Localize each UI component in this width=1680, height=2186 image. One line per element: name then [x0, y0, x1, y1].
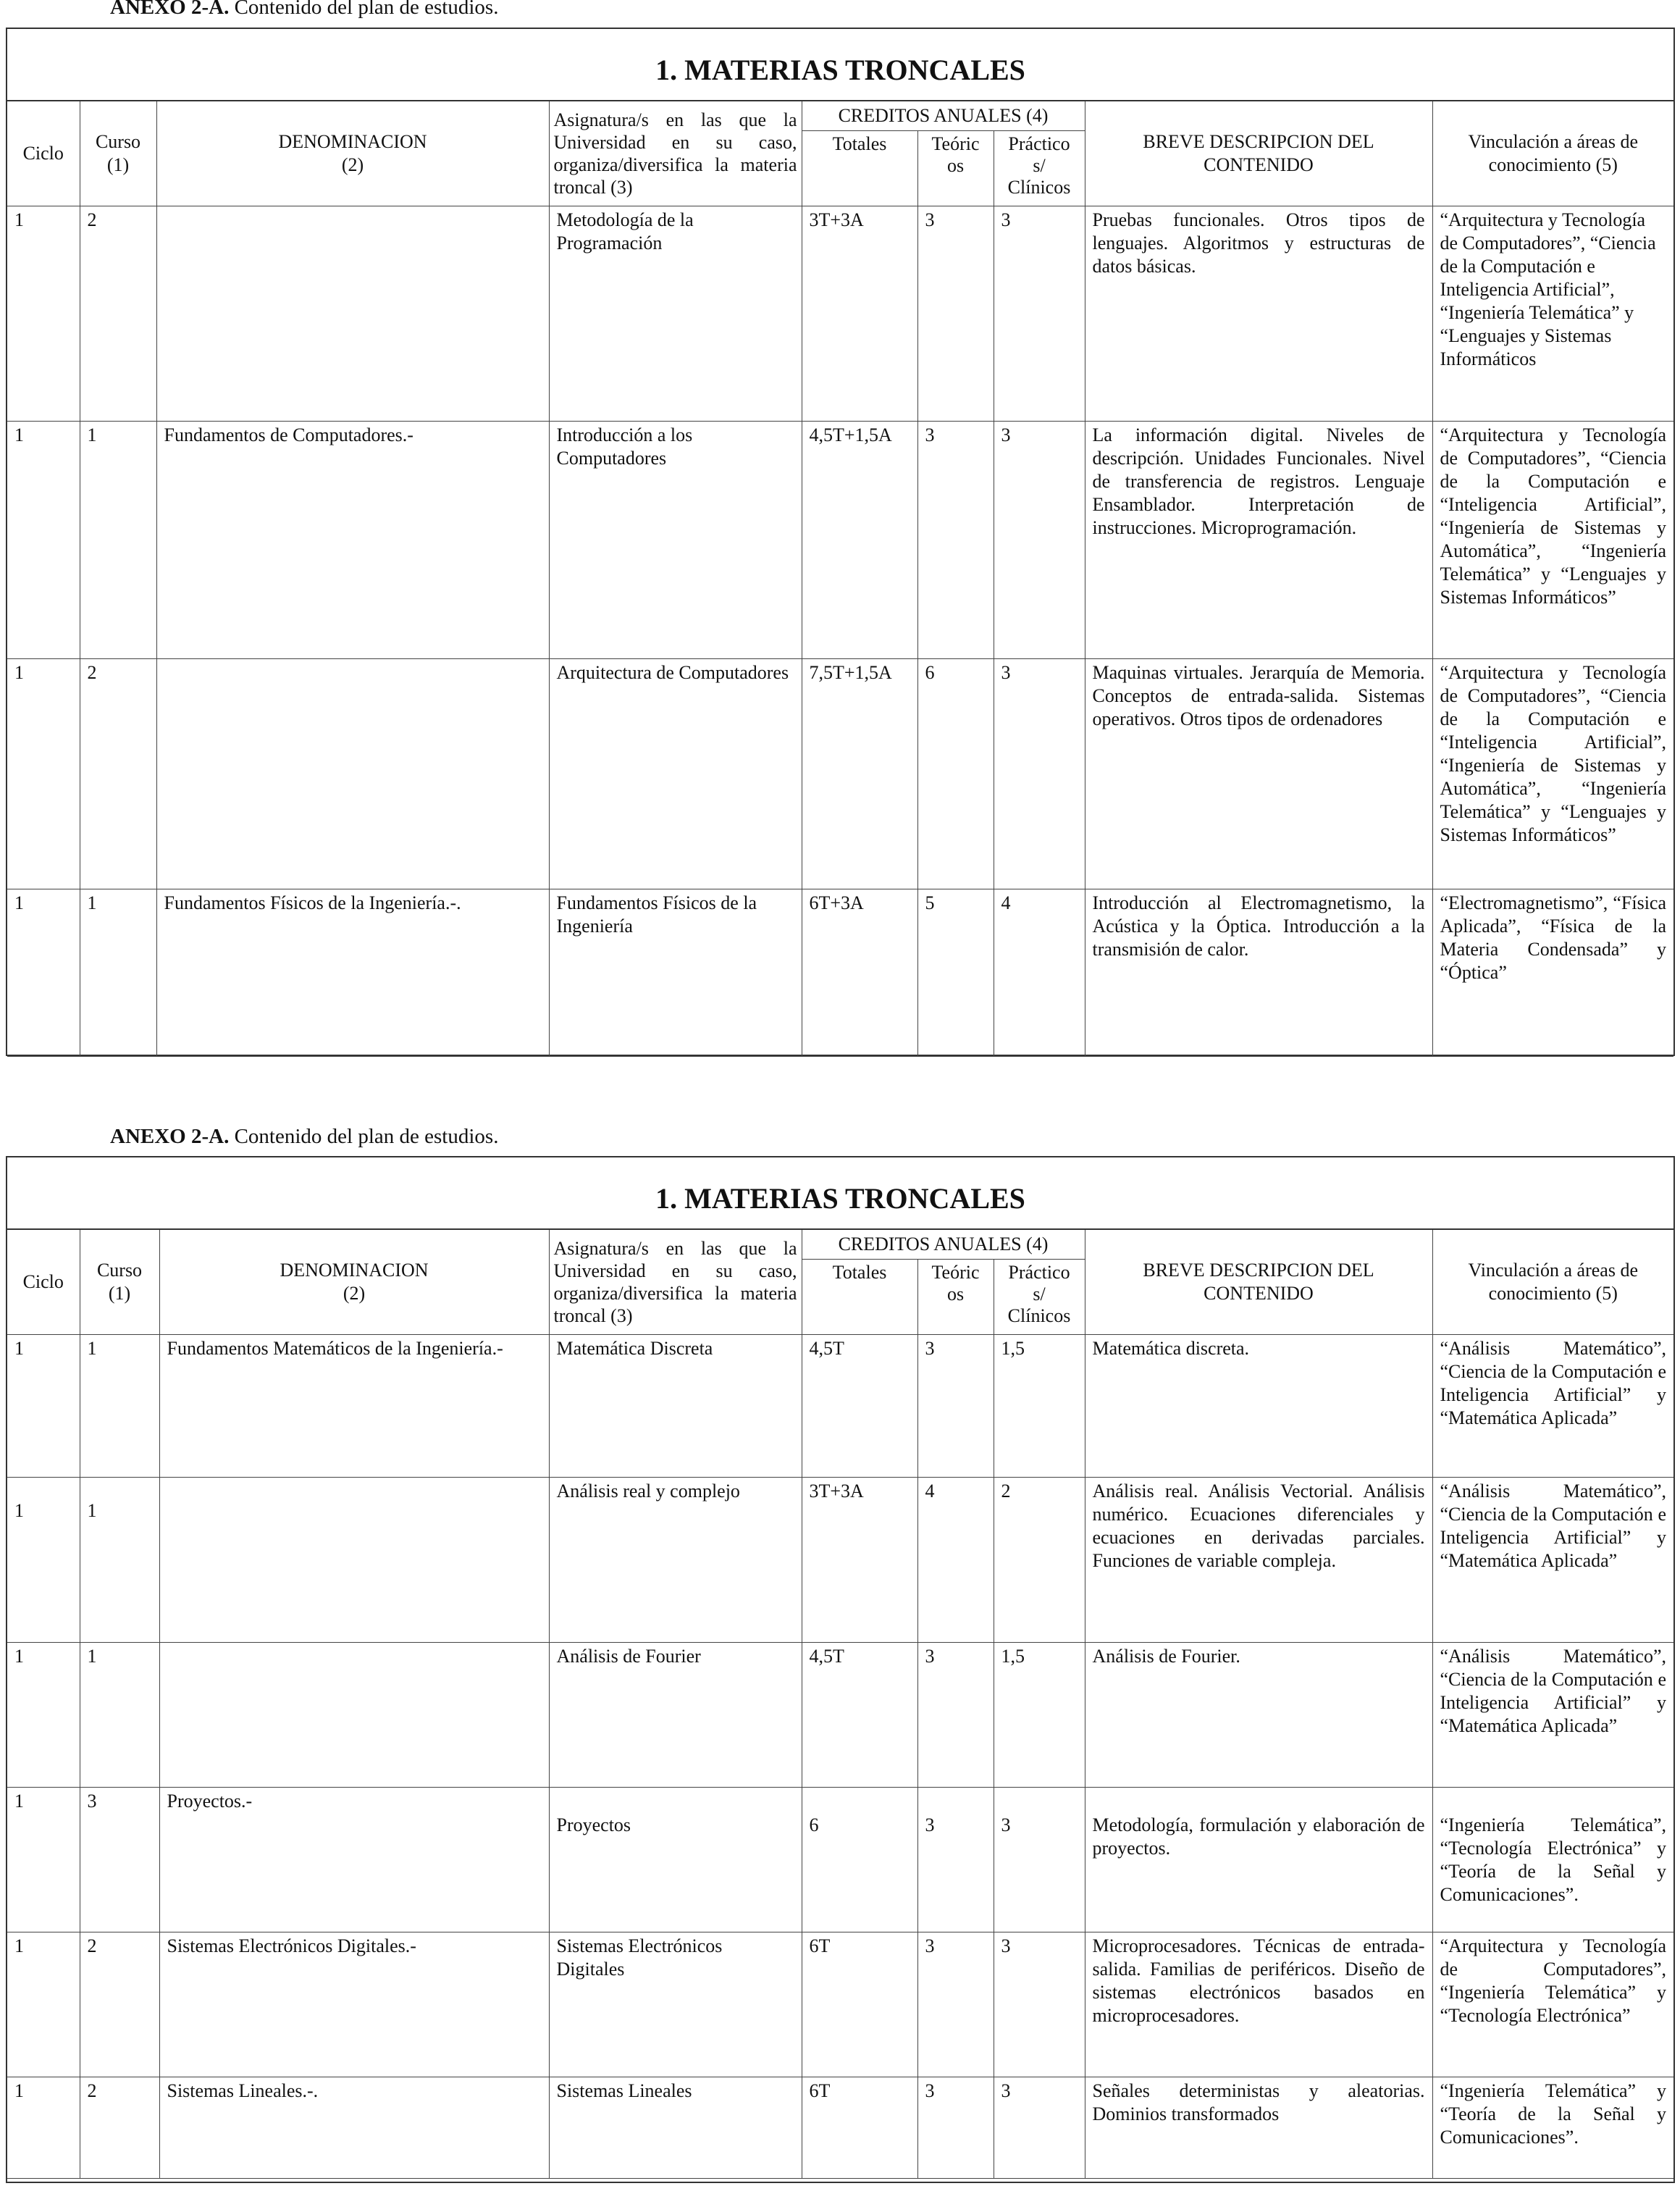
- table-row: [7, 421, 1673, 658]
- cell-vinculacion: “Arquitectura y Tecnología de Computadores”, “Ciencia de la Computación e Inteligencia Artificial”, “Ingeniería Telemática” y “Lenguajes y Sistemas Informáticos: [1432, 206, 1673, 421]
- cell-curso: 2: [80, 658, 156, 889]
- table-row: [7, 1477, 1673, 1642]
- cell-denominacion: [156, 658, 549, 889]
- cell-practicos: 1,5: [994, 1642, 1085, 1787]
- cell-teoricos: 5: [917, 889, 994, 1056]
- cell-teoricos: 4: [917, 1477, 994, 1642]
- cell-practicos: 3: [994, 2077, 1085, 2178]
- header-vinculacion: Vinculación a áreas de conocimiento (5): [1432, 101, 1673, 206]
- cell-totales: 7,5T+1,5A: [802, 658, 917, 889]
- cell-ciclo: 1: [7, 206, 80, 421]
- cell-asignatura: Sistemas Lineales: [549, 2077, 802, 2178]
- troncales-table-block-2: [6, 1156, 1675, 2183]
- annex-label: ANEXO 2-A.: [110, 0, 230, 19]
- cell-totales: 4,5T: [802, 1642, 917, 1787]
- cell-asignatura: Matemática Discreta: [549, 1334, 802, 1477]
- cell-vinculacion: “Arquitectura y Tecnología de Computadores”, “Ciencia de la Computación e “Inteligencia Artificial”, “Ingeniería de Sistemas y Automática”, “Ingeniería Telemática” y “Lenguajes y Sistemas Informáticos”: [1432, 421, 1673, 658]
- cell-denominacion: [156, 206, 549, 421]
- cell-ciclo: 1: [7, 1334, 80, 1477]
- cell-descripcion: Maquinas virtuales. Jerarquía de Memoria. Conceptos de entrada-salida. Sistemas operativos. Otros tipos de ordenadores: [1085, 658, 1432, 889]
- header-practicos: Práctico s/ Clínicos: [994, 130, 1085, 206]
- cell-vinculacion: “Análisis Matemático”, “Ciencia de la Computación e Inteligencia Artificial” y “Matemática Aplicada”: [1432, 1477, 1673, 1642]
- header-teoricos: Teóric os: [917, 1259, 994, 1334]
- cell-asignatura: Arquitectura de Computadores: [549, 658, 802, 889]
- header-teoricos: Teóric os: [917, 130, 994, 206]
- table-row: [7, 1642, 1673, 1787]
- cell-denominacion: Fundamentos Físicos de la Ingeniería.-.: [156, 889, 549, 1056]
- troncales-table: [7, 1230, 1673, 2179]
- header-totales: Totales: [802, 130, 917, 206]
- cell-descripcion: La información digital. Niveles de descripción. Unidades Funcionales. Nivel de transferencia de registros. Lenguaje Ensamblador. Interpretación de instrucciones. Microprogramación.: [1085, 421, 1432, 658]
- cell-ciclo: 1: [7, 658, 80, 889]
- cell-curso: 3: [80, 1787, 159, 1932]
- cell-descripcion: Microprocesadores. Técnicas de entrada-salida. Familias de periféricos. Diseño de sistemas electrónicos basados en microprocesadores.: [1085, 1932, 1432, 2077]
- cell-totales: 4,5T: [802, 1334, 917, 1477]
- cell-descripcion: Matemática discreta.: [1085, 1334, 1432, 1477]
- cell-descripcion: Metodología, formulación y elaboración de proyectos.: [1085, 1787, 1432, 1932]
- cell-practicos: 3: [994, 421, 1085, 658]
- cell-asignatura: Introducción a los Computadores: [549, 421, 802, 658]
- cell-practicos: 3: [994, 658, 1085, 889]
- header-denominacion-note: (2): [343, 1282, 366, 1304]
- section-title: 1. MATERIAS TRONCALES: [7, 1157, 1673, 1230]
- header-vinculacion: Vinculación a áreas de conocimiento (5): [1432, 1230, 1673, 1334]
- header-asignatura: Asignatura/s en las que la Universidad en su caso, organiza/diversifica la materia troncal (3): [549, 101, 802, 206]
- header-curso: [80, 101, 156, 206]
- header-descripcion: BREVE DESCRIPCION DEL CONTENIDO: [1085, 1230, 1432, 1334]
- header-denominacion-note: (2): [341, 154, 364, 175]
- header-row: [7, 101, 1673, 130]
- header-descripcion: BREVE DESCRIPCION DEL CONTENIDO: [1085, 101, 1432, 206]
- annex-heading: [110, 0, 498, 20]
- header-ciclo: Ciclo: [7, 1230, 80, 1334]
- header-creditos: CREDITOS ANUALES (4): [802, 1230, 1085, 1259]
- cell-totales: 3T+3A: [802, 206, 917, 421]
- cell-ciclo: 1: [7, 421, 80, 658]
- cell-vinculacion: “Arquitectura y Tecnología de Computadores”, “Ingeniería Telemática” y “Tecnología Electrónica”: [1432, 1932, 1673, 2077]
- cell-descripcion: Análisis real. Análisis Vectorial. Análisis numérico. Ecuaciones diferenciales y ecuaciones en derivadas parciales. Funciones de variable compleja.: [1085, 1477, 1432, 1642]
- cell-ciclo: 1: [7, 1477, 80, 1642]
- cell-practicos: 1,5: [994, 1334, 1085, 1477]
- section-title: 1. MATERIAS TRONCALES: [7, 29, 1673, 101]
- cell-teoricos: 3: [917, 1787, 994, 1932]
- cell-teoricos: 6: [917, 658, 994, 889]
- cell-vinculacion: “Análisis Matemático”, “Ciencia de la Computación e Inteligencia Artificial” y “Matemática Aplicada”: [1432, 1642, 1673, 1787]
- header-practicos: Práctico s/ Clínicos: [994, 1259, 1085, 1334]
- annex-caption: Contenido del plan de estudios.: [234, 1125, 499, 1148]
- cell-practicos: 4: [994, 889, 1085, 1056]
- cell-totales: 6T: [802, 2077, 917, 2178]
- annex-label: ANEXO 2-A.: [110, 1125, 230, 1148]
- cell-asignatura: Proyectos: [549, 1787, 802, 1932]
- table-row: [7, 889, 1673, 1056]
- cell-denominacion: Fundamentos de Computadores.-: [156, 421, 549, 658]
- cell-teoricos: 3: [917, 421, 994, 658]
- header-ciclo: Ciclo: [7, 101, 80, 206]
- cell-teoricos: 3: [917, 1932, 994, 2077]
- header-curso: [80, 1230, 159, 1334]
- cell-teoricos: 3: [917, 1334, 994, 1477]
- header-denominacion-label: DENOMINACION: [278, 130, 427, 152]
- cell-vinculacion: “Ingeniería Telemática” y “Teoría de la Señal y Comunicaciones”.: [1432, 2077, 1673, 2178]
- header-totales: Totales: [802, 1259, 917, 1334]
- cell-ciclo: 1: [7, 1932, 80, 2077]
- cell-asignatura: Análisis real y complejo: [549, 1477, 802, 1642]
- cell-practicos: 3: [994, 1787, 1085, 1932]
- table-row: [7, 1334, 1673, 1477]
- table-row: [7, 2077, 1673, 2178]
- cell-curso: 1: [80, 1334, 159, 1477]
- cell-teoricos: 3: [917, 1642, 994, 1787]
- cell-curso: 1: [80, 1477, 159, 1642]
- cell-vinculacion: “Ingeniería Telemática”, “Tecnología Electrónica” y “Teoría de la Señal y Comunicaciones”.: [1432, 1787, 1673, 1932]
- cell-curso: 1: [80, 889, 156, 1056]
- cell-curso: 1: [80, 1642, 159, 1787]
- cell-teoricos: 3: [917, 2077, 994, 2178]
- cell-practicos: 3: [994, 1932, 1085, 2077]
- cell-descripcion: Análisis de Fourier.: [1085, 1642, 1432, 1787]
- header-curso-label: Curso: [95, 130, 141, 152]
- cell-totales: 4,5T+1,5A: [802, 421, 917, 658]
- cell-totales: 3T+3A: [802, 1477, 917, 1642]
- cell-ciclo: 1: [7, 1787, 80, 1932]
- annex-caption: Contenido del plan de estudios.: [234, 0, 499, 19]
- header-denominacion-label: DENOMINACION: [280, 1259, 429, 1281]
- cell-curso: 2: [80, 2077, 159, 2178]
- cell-practicos: 3: [994, 206, 1085, 421]
- cell-asignatura: Sistemas Electrónicos Digitales: [549, 1932, 802, 2077]
- cell-denominacion: Proyectos.-: [159, 1787, 549, 1932]
- cell-asignatura: Análisis de Fourier: [549, 1642, 802, 1787]
- cell-denominacion: Fundamentos Matemáticos de la Ingeniería.-: [159, 1334, 549, 1477]
- cell-denominacion: [159, 1642, 549, 1787]
- cell-denominacion: [159, 1477, 549, 1642]
- cell-descripcion: Introducción al Electromagnetismo, la Acústica y la Óptica. Introducción a la transmisión de calor.: [1085, 889, 1432, 1056]
- header-creditos: CREDITOS ANUALES (4): [802, 101, 1085, 130]
- table-row: [7, 206, 1673, 421]
- cell-practicos: 2: [994, 1477, 1085, 1642]
- cell-ciclo: 1: [7, 2077, 80, 2178]
- header-asignatura: Asignatura/s en las que la Universidad en su caso, organiza/diversifica la materia troncal (3): [549, 1230, 802, 1334]
- cell-denominacion: Sistemas Electrónicos Digitales.-: [159, 1932, 549, 2077]
- header-curso-label: Curso: [96, 1259, 143, 1281]
- cell-descripcion: Pruebas funcionales. Otros tipos de lenguajes. Algoritmos y estructuras de datos básicas.: [1085, 206, 1432, 421]
- table-row: [7, 1787, 1673, 1932]
- cell-totales: 6T+3A: [802, 889, 917, 1056]
- cell-ciclo: 1: [7, 1642, 80, 1787]
- cell-totales: 6T: [802, 1932, 917, 2077]
- cell-asignatura: Metodología de la Programación: [549, 206, 802, 421]
- cell-vinculacion: “Análisis Matemático”, “Ciencia de la Computación e Inteligencia Artificial” y “Matemática Aplicada”: [1432, 1334, 1673, 1477]
- troncales-table: [7, 101, 1673, 1057]
- cell-asignatura: Fundamentos Físicos de la Ingeniería: [549, 889, 802, 1056]
- header-denominacion: [156, 101, 549, 206]
- cell-curso: 2: [80, 1932, 159, 2077]
- troncales-table-block-1: [6, 28, 1675, 1056]
- cell-descripcion: Señales deterministas y aleatorias. Dominios transformados: [1085, 2077, 1432, 2178]
- cell-curso: 1: [80, 421, 156, 658]
- cell-totales: 6: [802, 1787, 917, 1932]
- cell-vinculacion: “Electromagnetismo”, “Física Aplicada”, “Física de la Materia Condensada” y “Óptica”: [1432, 889, 1673, 1056]
- cell-ciclo: 1: [7, 889, 80, 1056]
- table-row: [7, 658, 1673, 889]
- table-row: [7, 1932, 1673, 2077]
- header-curso-note: (1): [106, 154, 130, 175]
- annex-heading: [110, 1125, 498, 1149]
- cell-teoricos: 3: [917, 206, 994, 421]
- cell-curso: 2: [80, 206, 156, 421]
- header-denominacion: [159, 1230, 549, 1334]
- header-row: [7, 1230, 1673, 1259]
- header-curso-note: (1): [108, 1282, 131, 1304]
- cell-denominacion: Sistemas Lineales.-.: [159, 2077, 549, 2178]
- cell-vinculacion: “Arquitectura y Tecnología de Computadores”, “Ciencia de la Computación e “Inteligencia Artificial”, “Ingeniería de Sistemas y Automática”, “Ingeniería Telemática” y “Lenguajes y Sistemas Informáticos”: [1432, 658, 1673, 889]
